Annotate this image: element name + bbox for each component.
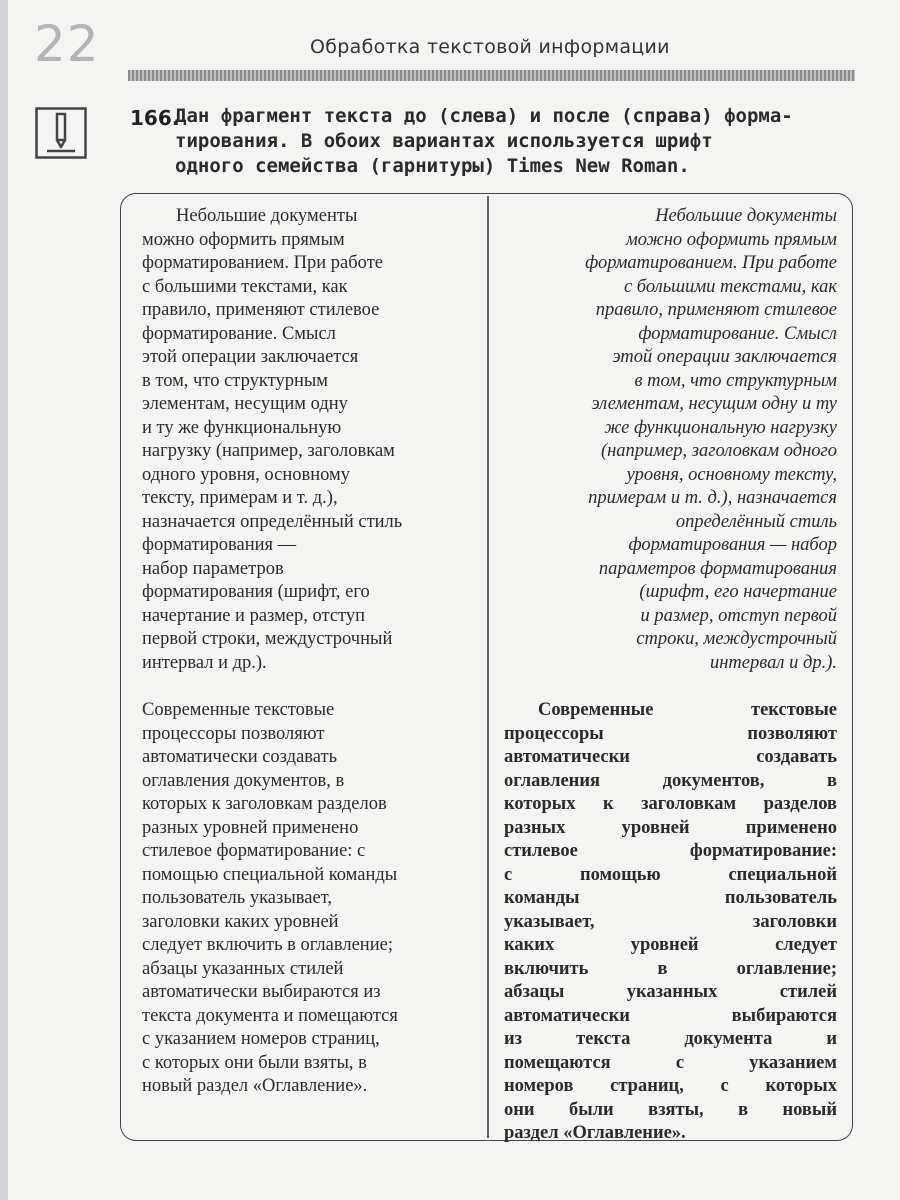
text-line: одного уровня, основному — [142, 464, 350, 485]
text-line: автоматически создавать — [504, 747, 837, 767]
text-line: абзацы указанных стилей — [142, 958, 344, 979]
text-line: правило, применяют стилевое — [595, 300, 837, 320]
text-line: можно оформить прямым — [625, 229, 837, 250]
text-line: каких уровней следует — [504, 935, 837, 955]
text-line: с большими текстами, как — [623, 276, 837, 297]
text-line: с указанием номеров страниц, — [142, 1029, 380, 1049]
text-line: которых к заголовкам разделов — [504, 794, 837, 814]
text-line: элементам, несущим одну — [142, 394, 348, 414]
text-line: раздел «Оглавление». — [504, 1123, 686, 1143]
text-line: набор параметров — [142, 558, 284, 579]
text-line: помощью специальной команды — [142, 864, 398, 885]
text-line: которых к заголовкам разделов — [142, 794, 387, 814]
before-paragraph-1 — [142, 205, 464, 675]
after-formatting-column — [504, 205, 837, 1146]
text-line: уровня, основному тексту, — [626, 464, 837, 485]
task-line: тирования. В обоих вариантах используется шрифт — [175, 130, 713, 152]
before-paragraph-2 — [142, 699, 464, 1099]
text-line: номеров страниц, с которых — [504, 1076, 837, 1096]
text-line: автоматически выбираются из — [142, 982, 381, 1002]
task-line: Дан фрагмент текста до (слева) и после (справа) форма- — [175, 105, 793, 127]
text-line: с помощью специальной — [504, 864, 837, 885]
text-line: автоматически выбираются — [504, 1005, 837, 1026]
column-divider — [487, 196, 489, 1138]
text-line: форматированием. При работе — [585, 253, 837, 273]
text-line: с которых они были взяты, в — [142, 1052, 367, 1073]
header-rule — [128, 70, 855, 81]
page-number: 22 — [34, 15, 100, 73]
text-line: указывает, заголовки — [504, 911, 837, 932]
text-line: автоматически создавать — [142, 747, 338, 767]
text-line: (например, заголовкам одного — [600, 441, 837, 461]
pencil-task-icon — [35, 107, 87, 159]
text-line: же функциональную нагрузку — [604, 417, 837, 438]
text-line: заголовки каких уровней — [142, 911, 339, 932]
before-formatting-column — [142, 205, 464, 1099]
text-line: оглавления документов, в — [142, 770, 345, 791]
text-line: Небольшие документы — [655, 206, 837, 226]
text-line: интервал и др.). — [710, 652, 837, 673]
text-line: абзацы указанных стилей — [504, 982, 837, 1002]
text-line: и ту же функциональную — [142, 417, 342, 438]
text-line: определённый стиль — [675, 511, 837, 532]
text-line: текста документа и помещаются — [142, 1005, 398, 1026]
running-header-title: Обработка текстовой информации — [310, 36, 670, 58]
text-line: с большими текстами, как — [142, 276, 348, 297]
text-line: форматирование. Смысл — [142, 323, 336, 344]
text-line: команды пользователь — [504, 888, 837, 908]
text-line: разных уровней применено — [142, 817, 359, 838]
text-line: и размер, отступ первой — [640, 605, 837, 626]
text-line: этой операции заключается — [612, 347, 837, 367]
text-line: можно оформить прямым — [142, 229, 345, 250]
task-number: 166. — [130, 106, 180, 130]
text-line: новый раздел «Оглавление». — [142, 1076, 368, 1096]
text-line: в том, что структурным — [142, 370, 328, 391]
task-line: одного семейства (гарнитуры) Times New Roman. — [175, 155, 690, 177]
text-line: стилевое форматирование: с — [142, 841, 366, 861]
text-line: разных уровней применено — [504, 817, 837, 838]
text-line: процессоры позволяют — [504, 723, 837, 744]
text-line: правило, применяют стилевое — [142, 300, 380, 320]
text-line: оглавления документов, в — [504, 770, 837, 791]
text-line: Небольшие документы — [176, 206, 358, 226]
text-line: они были взяты, в новый — [504, 1099, 837, 1120]
text-line: процессоры позволяют — [142, 723, 325, 744]
text-line: строки, междустрочный — [636, 629, 837, 649]
text-line: включить в оглавление; — [504, 958, 837, 979]
text-line: в том, что структурным — [634, 370, 837, 391]
text-line: форматирования — — [142, 535, 297, 555]
text-line: интервал и др.). — [142, 652, 267, 673]
after-paragraph-2 — [504, 699, 837, 1146]
after-paragraph-1 — [504, 205, 837, 675]
text-line: форматирование. Смысл — [638, 323, 837, 344]
text-line: Современные текстовые — [538, 700, 837, 720]
text-line: первой строки, междустрочный — [142, 629, 393, 649]
text-line: форматирования — набор — [628, 535, 837, 555]
text-line: форматирования (шрифт, его — [142, 582, 370, 602]
text-line: нагрузку (например, заголовкам — [142, 441, 395, 461]
text-line: следует включить в оглавление; — [142, 935, 393, 955]
text-line: параметров форматирования — [598, 558, 837, 579]
task-statement — [175, 104, 855, 179]
text-line: пользователь указывает, — [142, 888, 332, 908]
text-line: Современные текстовые — [142, 700, 335, 720]
text-line: назначается определённый стиль — [142, 511, 403, 532]
text-line: элементам, несущим одну и ту — [591, 394, 837, 414]
text-line: этой операции заключается — [142, 347, 359, 367]
page-margin-strip — [0, 0, 8, 1200]
text-line: тексту, примерам и т. д.), — [142, 488, 338, 508]
text-line: (шрифт, его начертание — [639, 582, 837, 602]
text-line: стилевое форматирование: — [504, 841, 837, 861]
text-line: помещаются с указанием — [504, 1052, 837, 1073]
text-line: начертание и размер, отступ — [142, 605, 366, 626]
text-line: форматированием. При работе — [142, 253, 383, 273]
text-line: примерам и т. д.), назначается — [588, 488, 837, 508]
text-line: из текста документа и — [504, 1029, 837, 1049]
